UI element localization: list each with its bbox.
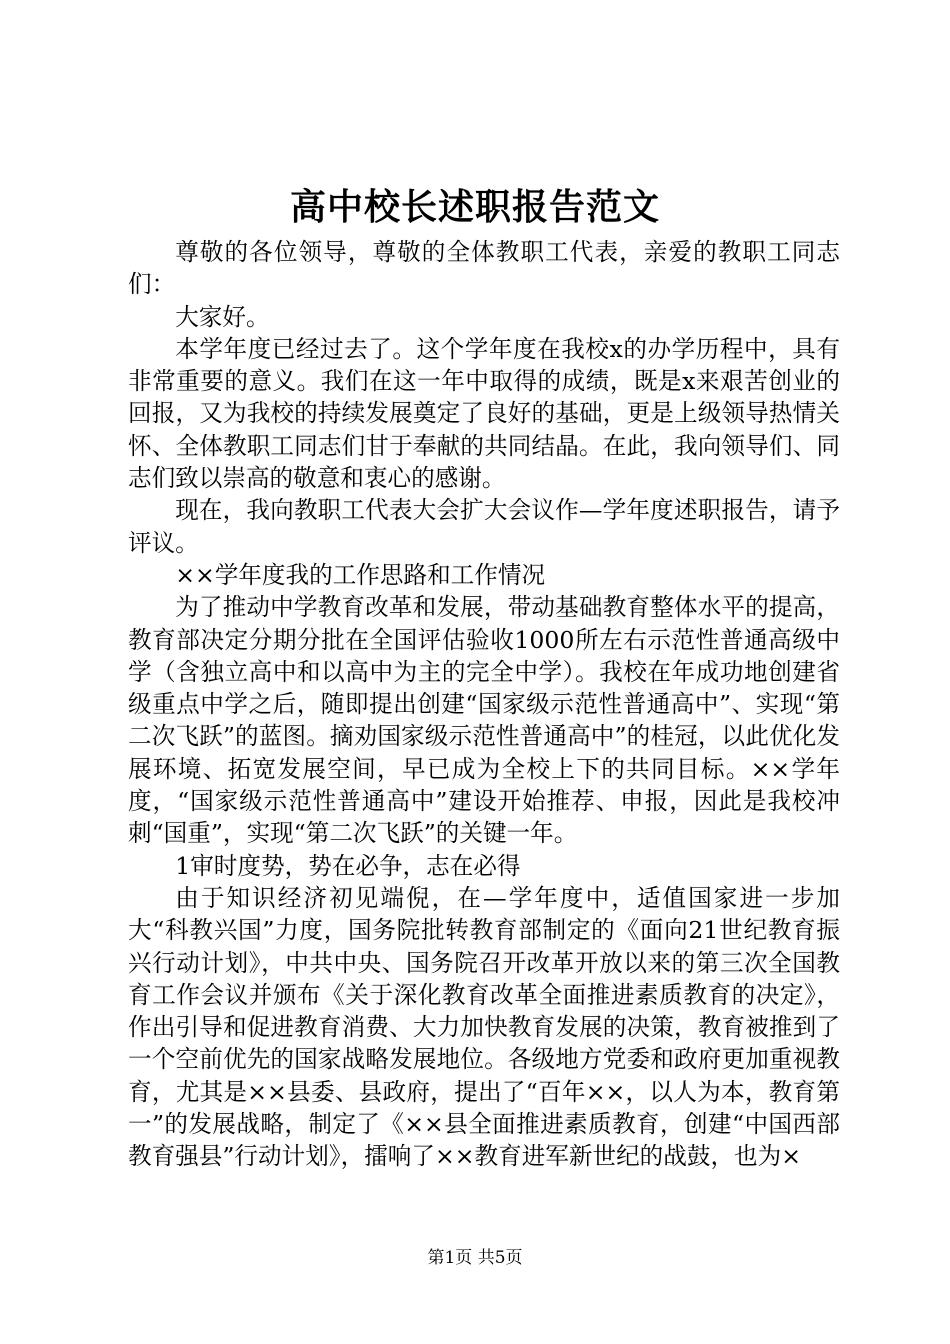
body-paragraph: 现在，我向教职工代表大会扩大会议作—学年度述职报告，请予评议。 (128, 496, 840, 557)
greeting-paragraph: 大家好。 (175, 302, 270, 331)
salutation-paragraph: 尊敬的各位领导，尊敬的全体教职工代表，亲爱的教职工同志们： (128, 238, 840, 299)
section-heading: ××学年度我的工作思路和工作情况 (175, 560, 546, 589)
body-paragraph: 本学年度已经过去了。这个学年度在我校x的办学历程中，具有非常重要的意义。我们在这一年中取得的成绩，既是x来艰苦创业的回报，又为我校的持续发展奠定了良好的基础，更是上级领导热情关怀、全体教职工同志们甘于奉献的共同结晶。在此，我向领导们、同志们致以崇高的敬意和衷心的感谢。 (128, 334, 840, 493)
document-body (128, 236, 840, 1173)
subsection-heading: 1审时度势，势在必争，志在必得 (175, 851, 521, 880)
page-number-footer: 第1页 共5页 (427, 1248, 523, 1268)
body-paragraph: 为了推动中学教育改革和发展，带动基础教育整体水平的提高，教育部决定分期分批在全国评估验收1000所左右示范性普通高级中学（含独立高中和以高中为主的完全中学）。我校在年成功地创建省级重点中学之后，随即提出创建“国家级示范性普通高中”、实现“第二次飞跃”的蓝图。摘劝国家级示范性普通高中”的桂冠，以此优化发展环境、拓宽发展空间，早已成为全校上下的共同目标。××学年度，“国家级示范性普通高中”建设开始推荐、申报，因此是我校冲刺“国重”，实现“第二次飞跃”的关键一年。 (128, 593, 840, 848)
document-title: 高中校长述职报告范文 (289, 186, 660, 228)
body-paragraph: 由于知识经济初见端倪，在—学年度中，适值国家进一步加大“科教兴国”力度，国务院批转教育部制定的《面向21世纪教育振兴行动计划》，中共中央、国务院召开改革开放以来的第三次全国教育工作会议并颁布《关于深化教育改革全面推进素质教育的决定》，作出引导和促进教育消费、大力加快教育发展的决策，教育被推到了一个空前优先的国家战略发展地位。各级地方党委和政府更加重视教育，尤其是××县委、县政府，提出了“百年××，以人为本，教育第一”的发展战略，制定了《××县全面推进素质教育，创建“中国西部教育强县”行动计划》，擂响了××教育进军新世纪的战鼓，也为× (128, 883, 840, 1171)
